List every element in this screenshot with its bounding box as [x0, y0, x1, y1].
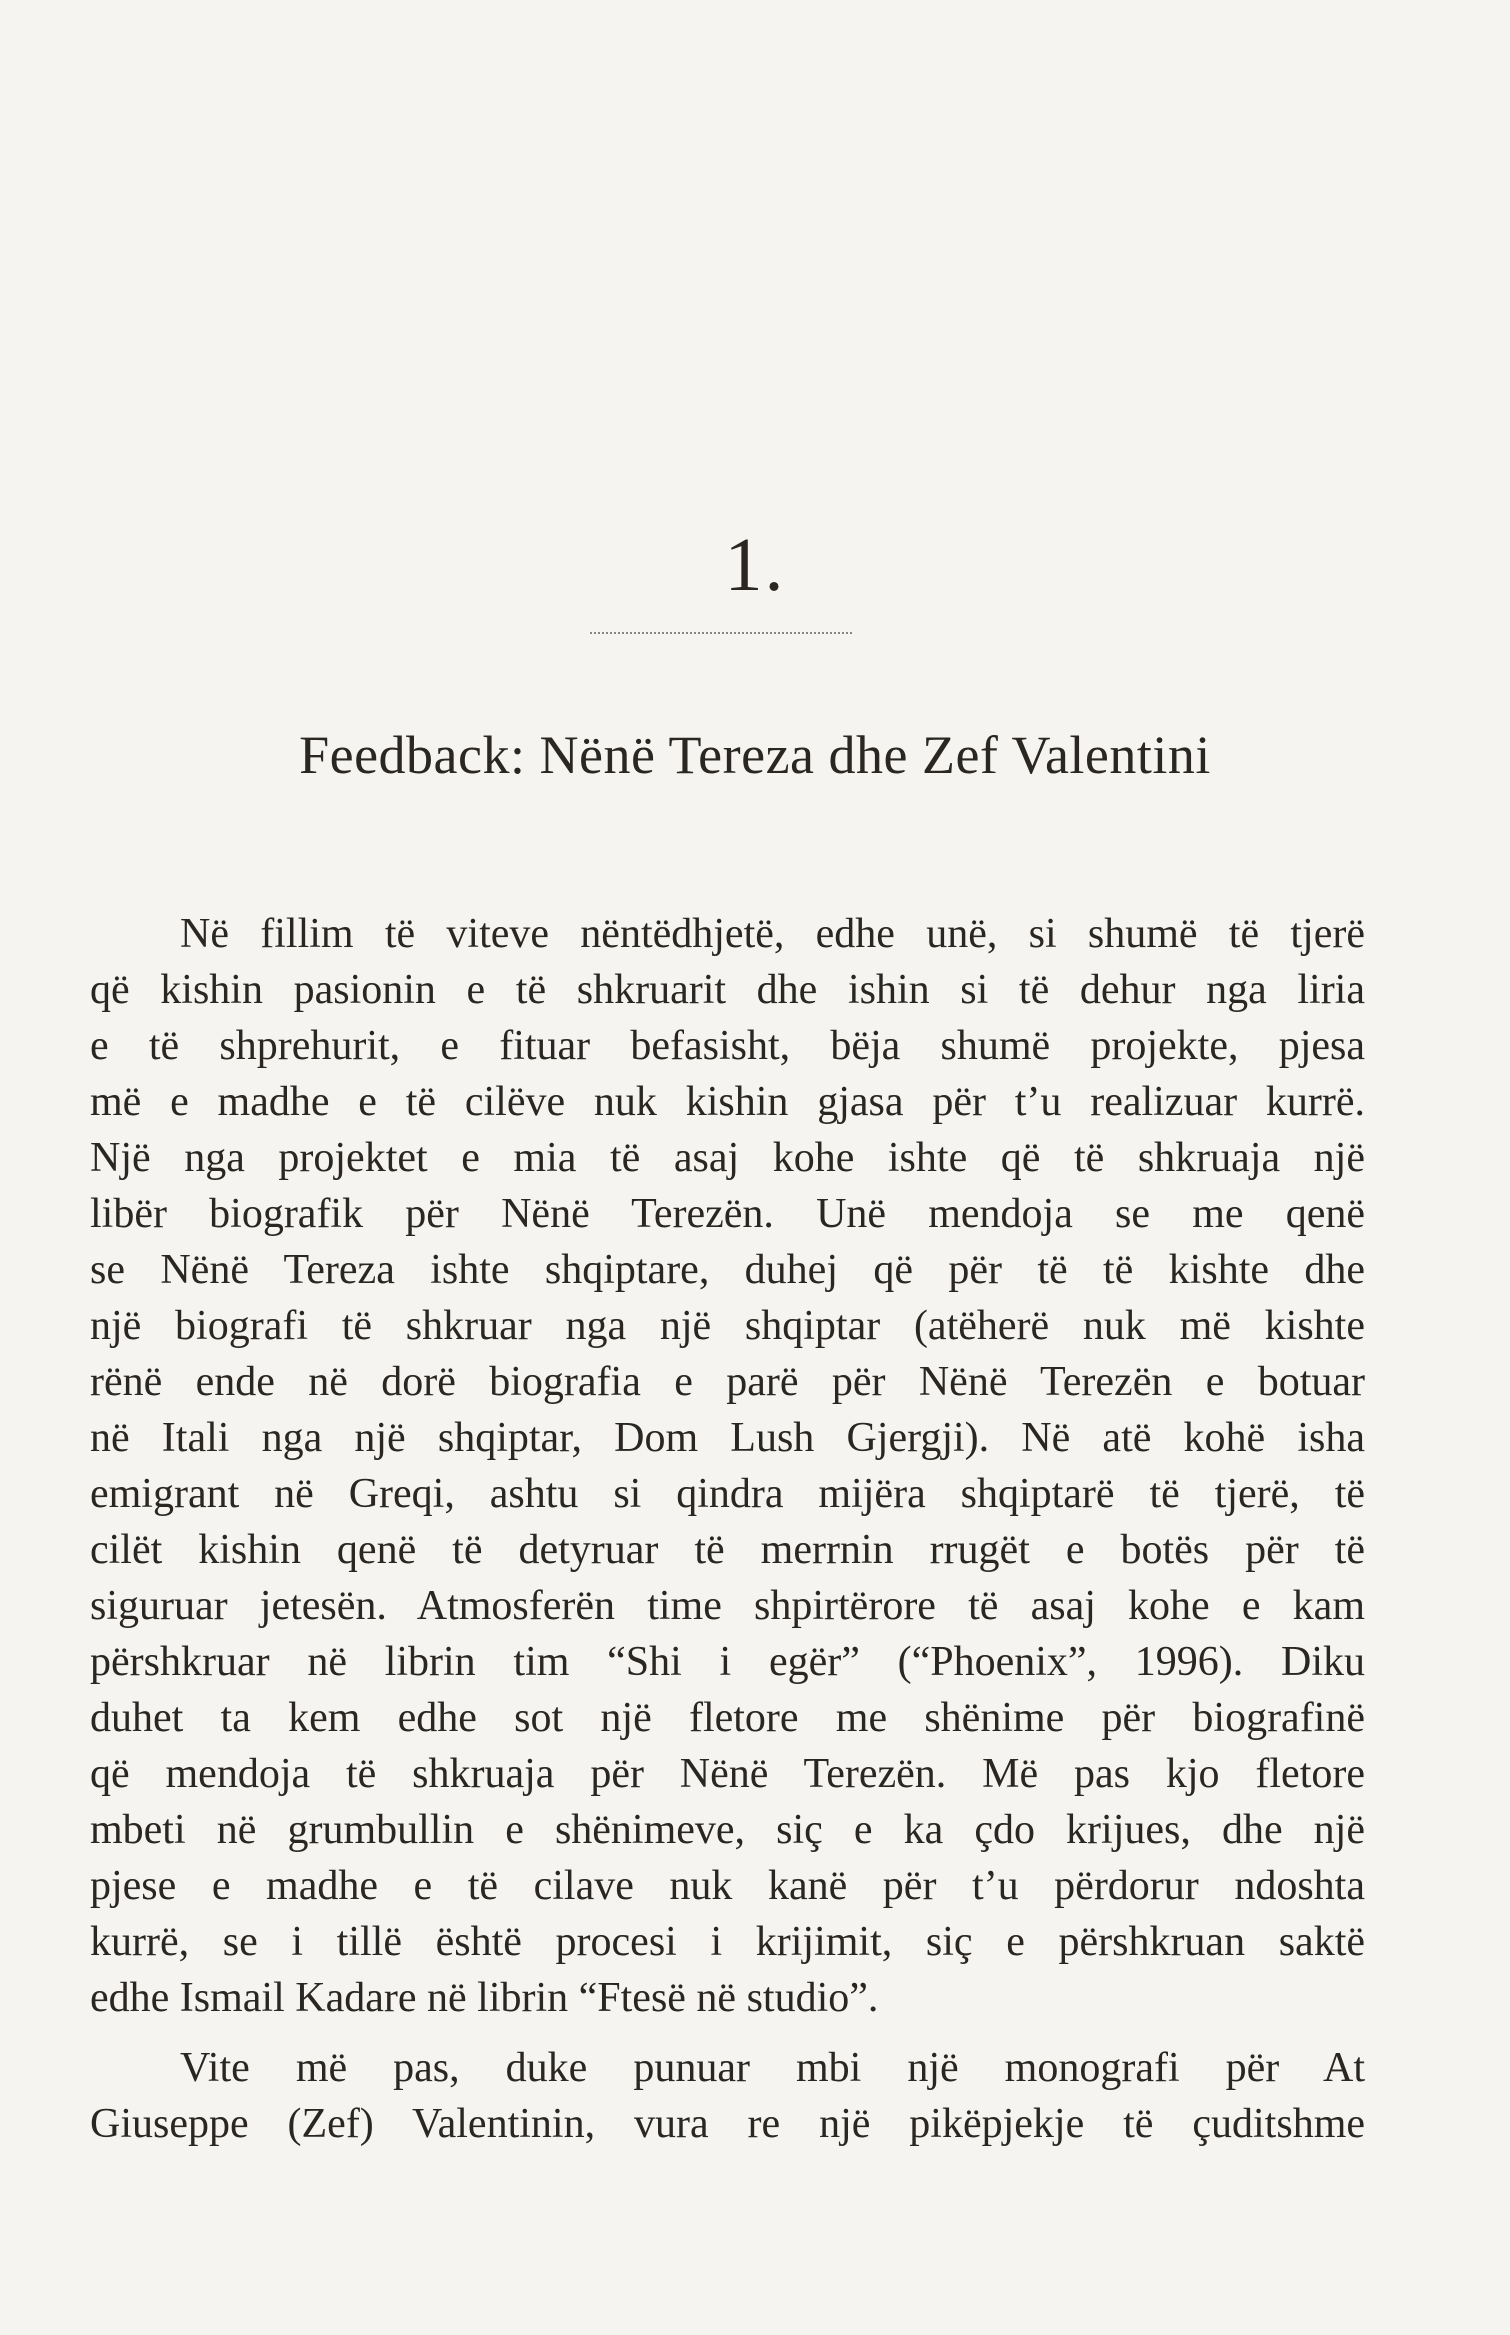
paragraph-line: më e madhe e të cilëve nuk kishin gjasa për t’u realizuar kurrë. [90, 1079, 1365, 1125]
paragraph-line: emigrant në Greqi, ashtu si qindra mijëra shqiptarë të tjerë, të [90, 1471, 1365, 1517]
paragraph-line: mbeti në grumbullin e shënimeve, siç e ka çdo krijues, dhe një [90, 1807, 1365, 1853]
paragraph-line: që kishin pasionin e të shkruarit dhe ishin si të dehur nga liria [90, 967, 1365, 1013]
paragraph-line: Në fillim të viteve nëntëdhjetë, edhe unë, si shumë të tjerë [180, 911, 1365, 957]
paragraph-line: siguruar jetesën. Atmosferën time shpirtërore të asaj kohe e kam [90, 1583, 1365, 1629]
paragraph-line: libër biografik për Nënë Terezën. Unë mendoja se me qenë [90, 1191, 1365, 1237]
paragraph-line: Një nga projektet e mia të asaj kohe ishte që të shkruaja një [90, 1135, 1365, 1181]
paragraph-line: se Nënë Tereza ishte shqiptare, duhej që për të të kishte dhe [90, 1247, 1365, 1293]
chapter-divider [590, 632, 852, 634]
paragraph-line: kurrë, se i tillë është procesi i krijimit, siç e përshkruan saktë [90, 1919, 1365, 1965]
paragraph-line: cilët kishin qenë të detyruar të merrnin rrugët e botës për të [90, 1527, 1365, 1573]
paragraph-line: Vite më pas, duke punuar mbi një monografi për At [180, 2045, 1365, 2091]
paragraph-line: edhe Ismail Kadare në librin “Ftesë në studio”. [90, 1975, 879, 2021]
paragraph-line: një biografi të shkruar nga një shqiptar (atëherë nuk më kishte [90, 1303, 1365, 1349]
paragraph-line: Giuseppe (Zef) Valentinin, vura re një pikëpjekje të çuditshme [90, 2101, 1365, 2147]
paragraph-line: përshkruar në librin tim “Shi i egër” (“Phoenix”, 1996). Diku [90, 1639, 1365, 1685]
paragraph-line: pjese e madhe e të cilave nuk kanë për t’u përdorur ndoshta [90, 1863, 1365, 1909]
chapter-number: 1. [724, 523, 786, 607]
paragraph-line: rënë ende në dorë biografia e parë për Nënë Terezën e botuar [90, 1359, 1365, 1405]
chapter-title: Feedback: Nënë Tereza dhe Zef Valentini [299, 725, 1211, 785]
paragraph-line: në Itali nga një shqiptar, Dom Lush Gjergji). Në atë kohë isha [90, 1415, 1365, 1461]
paragraph-line: që mendoja të shkruaja për Nënë Terezën. Më pas kjo fletore [90, 1751, 1365, 1797]
paragraph-line: duhet ta kem edhe sot një fletore me shënime për biografinë [90, 1695, 1365, 1741]
paragraph-line: e të shprehurit, e fituar befasisht, bëja shumë projekte, pjesa [90, 1023, 1365, 1069]
